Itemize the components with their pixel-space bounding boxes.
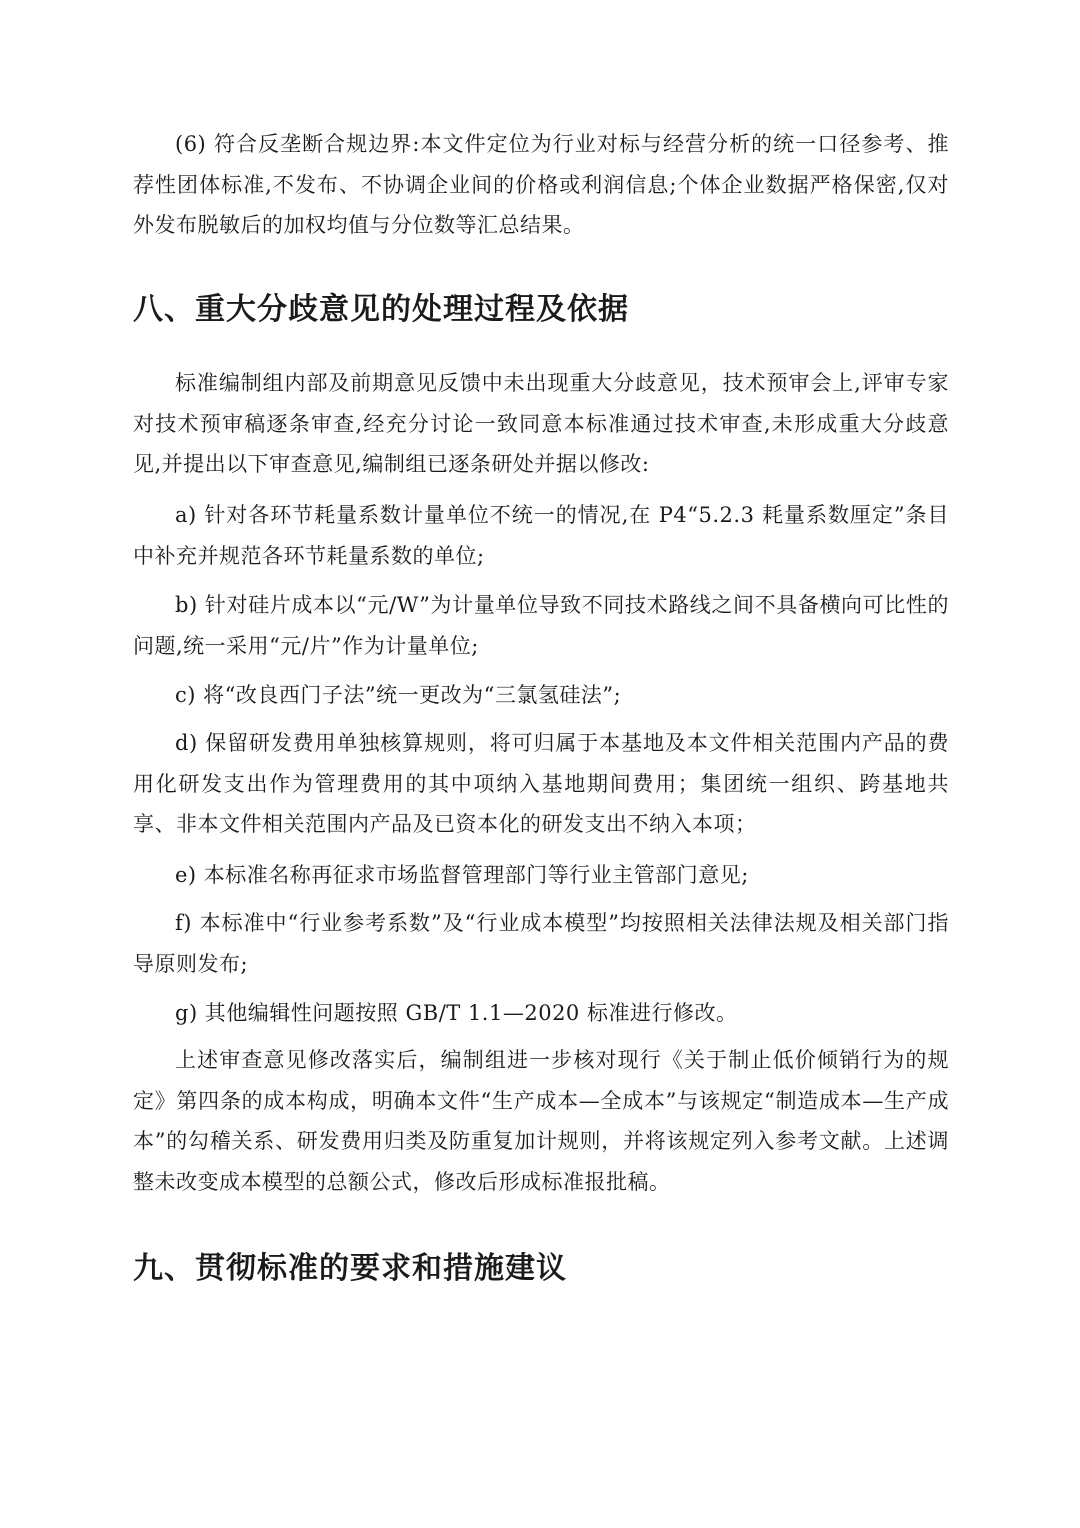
review-item-f: f) 本标准中“行业参考系数”及“行业成本模型”均按照相关法律法规及相关部门指导原则发布; xyxy=(133,911,949,976)
paragraph-intro: 标准编制组内部及前期意见反馈中未出现重大分歧意见，技术预审会上,评审专家对技术预审稿逐条审查,经充分讨论一致同意本标准通过技术审查,未形成重大分歧意见,并提出以下审查意见,编制组已逐条研处并据以修改: xyxy=(133,371,949,476)
review-item-g: g) 其他编辑性问题按照 GB/T 1.1—2020 标准进行修改。 xyxy=(175,1001,738,1025)
review-item-d: d) 保留研发费用单独核算规则，将可归属于本基地及本文件相关范围内产品的费用化研发支出作为管理费用的其中项纳入基地期间费用；集团统一组织、跨基地共享、非本文件相关范围内产品及已资本化的研发支出不纳入本项； xyxy=(133,731,949,836)
section-9-heading: 九、贯彻标准的要求和措施建议 xyxy=(133,1251,567,1286)
paragraph-item-6: (6) 符合反垄断合规边界:本文件定位为行业对标与经营分析的统一口径参考、推荐性团体标准,不发布、不协调企业间的价格或利润信息;个体企业数据严格保密,仅对外发布脱敏后的加权均值与分位数等汇总结果。 xyxy=(133,132,949,237)
review-item-e: e) 本标准名称再征求市场监督管理部门等行业主管部门意见; xyxy=(175,863,749,887)
review-item-c: c) 将“改良西门子法”统一更改为“三氯氢硅法”; xyxy=(175,683,622,707)
review-item-a: a) 针对各环节耗量系数计量单位不统一的情况,在 P4“5.2.3 耗量系数厘定”条目中补充并规范各环节耗量系数的单位; xyxy=(133,503,949,568)
review-item-b: b) 针对硅片成本以“元/W”为计量单位导致不同技术路线之间不具备横向可比性的问题,统一采用“元/片”作为计量单位; xyxy=(133,593,949,658)
section-8-heading: 八、重大分歧意见的处理过程及依据 xyxy=(133,292,629,327)
paragraph-closing: 上述审查意见修改落实后，编制组进一步核对现行《关于制止低价倾销行为的规定》第四条的成本构成，明确本文件“生产成本—全成本”与该规定“制造成本—生产成本”的勾稽关系、研发费用归类及防重复加计规则，并将该规定列入参考文献。上述调整未改变成本模型的总额公式，修改后形成标准报批稿。 xyxy=(133,1048,949,1194)
